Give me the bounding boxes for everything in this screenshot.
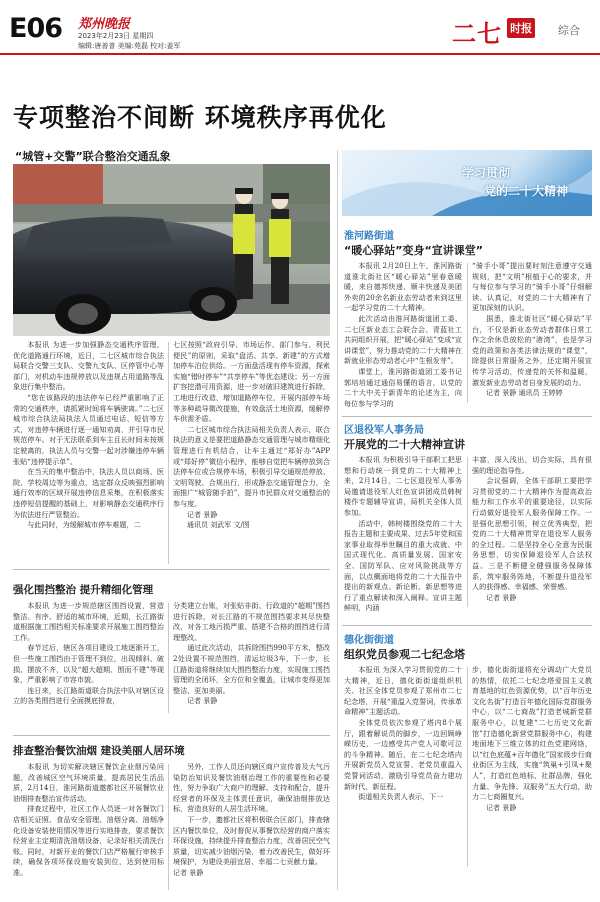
staff-line: 编辑:唐善普 美编:苑磊 校对:姜军 bbox=[78, 42, 181, 50]
article2-p1: 本报讯 为进一步规范辖区围挡设置，营造整洁、有序、舒适的城市环境，近期，长江路街道根据施工围挡相关标准要求开展施工围挡整治工作。 bbox=[13, 601, 164, 642]
masthead bbox=[0, 0, 600, 56]
article3-col2 bbox=[173, 762, 330, 879]
article4-divider bbox=[467, 263, 468, 403]
article3-p4: 下一步，邀都社区将积极联合区部门，排查辖区内餐饮单位，及时督促从事餐饮经营的商户落实环保设施，持续提升排查整治力度，改善居民空气质量，切实减少油烟污染，着力改善民生，做好环境保护，为建设美丽宜居、幸福二七贡献力量。 bbox=[173, 814, 330, 867]
section-title-text: 二七 bbox=[452, 20, 502, 48]
article1-bottom-rule bbox=[13, 569, 330, 570]
article3-col1 bbox=[13, 762, 164, 879]
article3-credit: 记者 景静 bbox=[173, 868, 204, 877]
banner-line2: 党的二十大精神 bbox=[484, 184, 569, 198]
article5-credit: 记者 景静 bbox=[486, 593, 517, 602]
study-banner bbox=[342, 150, 592, 216]
article5-bottom-rule bbox=[342, 625, 592, 626]
article1-credit2: 通讯员 刘武军 文/图 bbox=[187, 521, 250, 530]
article3-subtitle: 排查整治餐饮油烟 建设美丽人居环境 bbox=[13, 745, 185, 757]
article6-divider bbox=[467, 667, 468, 867]
article2-bottom-rule bbox=[13, 735, 330, 736]
photo-illustration bbox=[13, 164, 330, 336]
article4-bottom-rule bbox=[342, 416, 592, 417]
article3-p2: 排查过程中，社区工作人员逐一对各餐饮门店相关证照、食品安全管理、油烟分离、油烟净化设备安装使用情况等进行实地排查，要求餐饮经营业主定期清洗油烟设备，记录好相关清洗台账。同时，对新开业的餐饮门店严格履行审核手续，确保各项环保设施安装到位，达到使用标准。 bbox=[13, 804, 164, 877]
date-line: 2023年2月23日 星期四 bbox=[78, 32, 154, 40]
article4-title: “暖心驿站”变身“宣讲课堂” bbox=[344, 244, 483, 257]
article3-divider bbox=[168, 764, 169, 890]
article6-col1 bbox=[344, 665, 462, 803]
section-title bbox=[452, 14, 535, 48]
article5-col2 bbox=[472, 455, 592, 603]
article6-title: 组织党员参观二七纪念塔 bbox=[344, 648, 465, 661]
article1-p3: 在当天的集中整治中，执法人员以商场、医院、学校周边等为重点，选定群众反映强烈影响通行效率的区域开展违停信息采集，在积极落实违停短信提醒的基础上，对影响静态交通秩序行为依法进行严管整治。 bbox=[13, 467, 164, 519]
article1-divider bbox=[168, 342, 169, 564]
article2-p4: 分类建立台账，对张贴非街、行政道的“超期”围挡进行拆除，对长江路的不规范围挡要求其尽快整改，对各工地污损严重、搭建不合格的围挡进行清理整改。 bbox=[173, 601, 330, 642]
article4-col2 bbox=[472, 261, 592, 399]
article4-kicker: 淮河路街道 bbox=[344, 231, 394, 242]
article4-p3: 课堂上，淮河路街道团工委书记郭培培通过通俗易懂的语言，以党的二十大中关于新青年的论述为主，向每位参与学习的 bbox=[344, 366, 462, 408]
article6-col2 bbox=[472, 665, 592, 813]
article1-p6: 二七区城市综合执法局相关负责人表示，联合执法的意义是要把道路静态交通管理与城市精细化管理进行有机结合，让车主通过“郑好办”APP或“郑好停”微信小程序，能够自觉把车辆停放到合法停车位或合规停车场，积极引导交通规范停放、文明驾驶、合规出行，形成静态交通管理合力，全面推广“城管随手拍”，提升市民群众对交通整治的参与度。 bbox=[173, 424, 330, 508]
article4-col1 bbox=[344, 261, 462, 409]
article1-p4: 与此同时，为缓解城市停车难题，二 bbox=[27, 520, 141, 530]
article5-p1: 本报讯 为积极引导干部职工把思想和行动统一到党的二十大精神上来，2月14日，二七区退役军人事务局邀请退役军人红色宣讲团成员韩树楼作专题辅导宣讲，局机关全体人员参加。 bbox=[344, 455, 462, 517]
article2-subtitle: 强化围挡整治 提升精细化管理 bbox=[13, 584, 154, 596]
banner-line1: 学习贯彻 bbox=[462, 166, 511, 180]
article6-p3: 街道相关负责人表示，下一 bbox=[358, 792, 444, 802]
article1-p1: 本报讯 为进一步加强静态交通秩序管理，优化道路通行环境，近日，二七区城市综合执法局联合交警三支队、交警九支队、区停管中心等部门，对机动车违规停放以及违规占用道路等乱象进行集中整治。 bbox=[13, 340, 164, 392]
article5-p2: 活动中，韩树楼围绕党的二十大报告主题和主要成果、过去5年党和国家事业取得举世瞩目的重大成就、中国式现代化、高质量发展、国家安全、国防军队、应对风险挑战等方面，以点概面地将党的二十大报告中提出的新观点、新论断、新思想等进行了重点解读和深入阐释。宣讲主题鲜明，内涵 bbox=[344, 518, 463, 613]
article2-divider bbox=[168, 603, 169, 713]
article5-divider bbox=[467, 457, 468, 607]
article5-p3: 丰富，深入浅出，切合实际，具有很强的理论指导性。 bbox=[472, 455, 592, 475]
article4-credit: 记者 景静 通讯员 王婷婷 bbox=[486, 389, 563, 398]
article4-p4: “骑手小哥”提出要时刻注意遵守交通规则，把“文明”根植于心的要求，并与每位参与学习的“骑手小哥”仔细解读、认真记，对党的二十大精神有了更加深刻的认识。 bbox=[472, 261, 592, 313]
article1-p2: “您在该路段的违法停车已经严重影响了正常的交通秩序，请抓紧时间将车辆驶离。”二七区城市综合执法局执法人员通过电话、短信等方式，对违停车辆进行逐一通知劝离，并引导市民规范停车。对于无法联系到车主且长时间未按规定驶离的，执法人员与交警一起对涉嫌违停车辆张贴“违停提示单”。 bbox=[13, 392, 164, 466]
section-label: 综合 bbox=[558, 24, 580, 37]
article5-col1 bbox=[344, 455, 462, 614]
section-badge: 时报 bbox=[507, 18, 535, 38]
article6-kicker: 德化街街道 bbox=[344, 635, 394, 646]
article2-p5: 通过此次活动，共拆除围挡990平方米，整改2处设置不规范围挡，清运垃圾3车，下一步，长江路街道将继续加大围挡整治力度，实现施工围挡管理的全闭环，全方位和全覆盖，让城市变得更加整洁、更加美丽。 bbox=[173, 643, 330, 695]
article1-col1 bbox=[13, 340, 164, 531]
article2-credit: 记者 景静 bbox=[187, 697, 218, 706]
page-headline: 专项整治不间断 环境秩序再优化 bbox=[13, 103, 387, 132]
article5-p4: 会议强调，全体干部职工要把学习贯彻党的二十大精神作为提高政治能力和工作水平的重要途径，以实际行动做好退役军人服务保障工作。一是强化思想引领，树立优秀典型，把党的二十大精神贯穿在退役军人服务的全过程。二是坚持全心全意为民服务思想，切实保障退役军人合法权益。三是不断健全健强服务保障体系，筑牢服务阵地，不断提升退役军人的获得感、幸福感、荣誉感。 bbox=[472, 476, 592, 592]
article4-p1: 本报讯 2月20日上午，淮河路街道淮北街社区“暖心驿站”里春意暖暖，来自德邦快递、顺丰快递及美团外卖的20余名新业态劳动者来到这里一起学习党的二十大精神。 bbox=[344, 261, 462, 313]
article3-p3: 另外，工作人员还向辖区商户宣传普及大气污染防治知识及餐饮油烟治理工作的重要性和必要性，努力争取广大商户的理解、支持和配合，提升经营者的环保及主体责任意识，确保油烟排放达标，营造良好的人居生活环境。 bbox=[173, 762, 330, 814]
article2-col2 bbox=[173, 601, 330, 707]
article2-p3: 连日来，长江路街道联合执法中队对辖区设立的各类围挡进行全面摸底排查， bbox=[13, 685, 164, 706]
article2-p2: 春节过后，辖区各项目建设工地逐渐开工，但一些施工围挡由于管理不到位，出现倾斜、破损、摆放不齐，以及“超大超期、围而不建”等现象，严重影响了市容市貌。 bbox=[13, 643, 164, 685]
street-photo bbox=[13, 164, 330, 336]
article6-p2: 全体党员依次参观了塔内8个展厅，跟着解说员的脚步，一边回顾峥嵘历史，一边感受共产党人可歌可泣的斗争精神。随后，在二七纪念塔内开展新党员入党宣誓、老党员重温入党誓词活动，激励引导党员奋力建功新时代、新征程。 bbox=[344, 717, 462, 791]
article5-kicker: 区退役军人事务局 bbox=[344, 425, 424, 436]
article4-p5: 据悉，淮北街社区“暖心驿站”平台，不仅是新业态劳动者群体日常工作之余休息放松的“港湾”，也是学习党的政策和各类法律法规的“课堂”，除提供日常服务之外，还定期开展宣传学习活动，传递党的关怀和温暖，激发新业态劳动者自身发展的动力。 bbox=[472, 313, 592, 387]
article6-credit: 记者 景静 bbox=[486, 803, 517, 812]
article1-subtitle: “城管+交警”联合整治交通乱象 bbox=[15, 150, 171, 163]
masthead-rule bbox=[0, 53, 600, 55]
article6-p1: 本报讯 为深入学习贯彻党的二十大精神，近日，德化街街道组织机关、社区全体党员参观了郑州市二七纪念塔，开展“重温入党誓词，传承革命精神”主题活动。 bbox=[344, 665, 462, 717]
page-number: E06 bbox=[9, 13, 63, 44]
article1-credit: 记者 景静 bbox=[187, 510, 218, 519]
right-column-divider bbox=[337, 150, 338, 890]
article6-p4: 步，德化街街道将充分调动广大党员的热情，依托二七纪念塔爱国主义教育基地的红色资源优势，以“百年历史文化名街”打造百年德化国际党群服务中心，以“二七商战”打造老城新党群服务中心，以复建“二七历史文化新馆”打造德化新营党群服务中心，构建地面地下三维立体的红色党建网络，以“红色底蕴+百年德化”国家级步行商业街区为主线，实施“筑巢+引凤+聚人”，打造红色地标、社群品牌，强化力量、争先锋、双服务”五大行动，助力二七商圈复兴。 bbox=[472, 665, 592, 802]
article2-col1 bbox=[13, 601, 164, 707]
article5-title: 开展党的二十大精神宣讲 bbox=[344, 438, 465, 451]
article1-p5: 七区按照“政府引导、市场运作、部门参与、利民便民”的原则，采取“盘活、共享、新建”的方式增加停车泊位供给。一方面盘活现有停车资源，探索实施“错时停车”“共享停车”等优态建设；另一方面扩容挖潜可用资源，进一步对破旧建筑进行拆除，工地进行改造，增加道路停车位，开展内部停车场等多种疏导微改提施，有效盘活土地资源，缓解停车供需矛盾。 bbox=[173, 340, 330, 424]
article3-p1: 本报讯 为切实解决辖区餐饮企业烟污染问题，改善城区空气环境质量，提高居民生活品质，2月14日，淮河路街道邀都社区开展餐饮业油烟排查整治宣传活动。 bbox=[13, 762, 164, 803]
paper-logo: 郑州晚报 bbox=[78, 17, 131, 32]
article4-p2: 此次活动由淮河路街道团工委、二七区新业态工会联合会、青蓝社工共同组织开展，把“暖心驿站”变成“宣讲课堂”，努力推动党的二十大精神在新就业形态劳动者心中“生根发芽”。 bbox=[344, 313, 462, 366]
article1-col2 bbox=[173, 340, 330, 531]
